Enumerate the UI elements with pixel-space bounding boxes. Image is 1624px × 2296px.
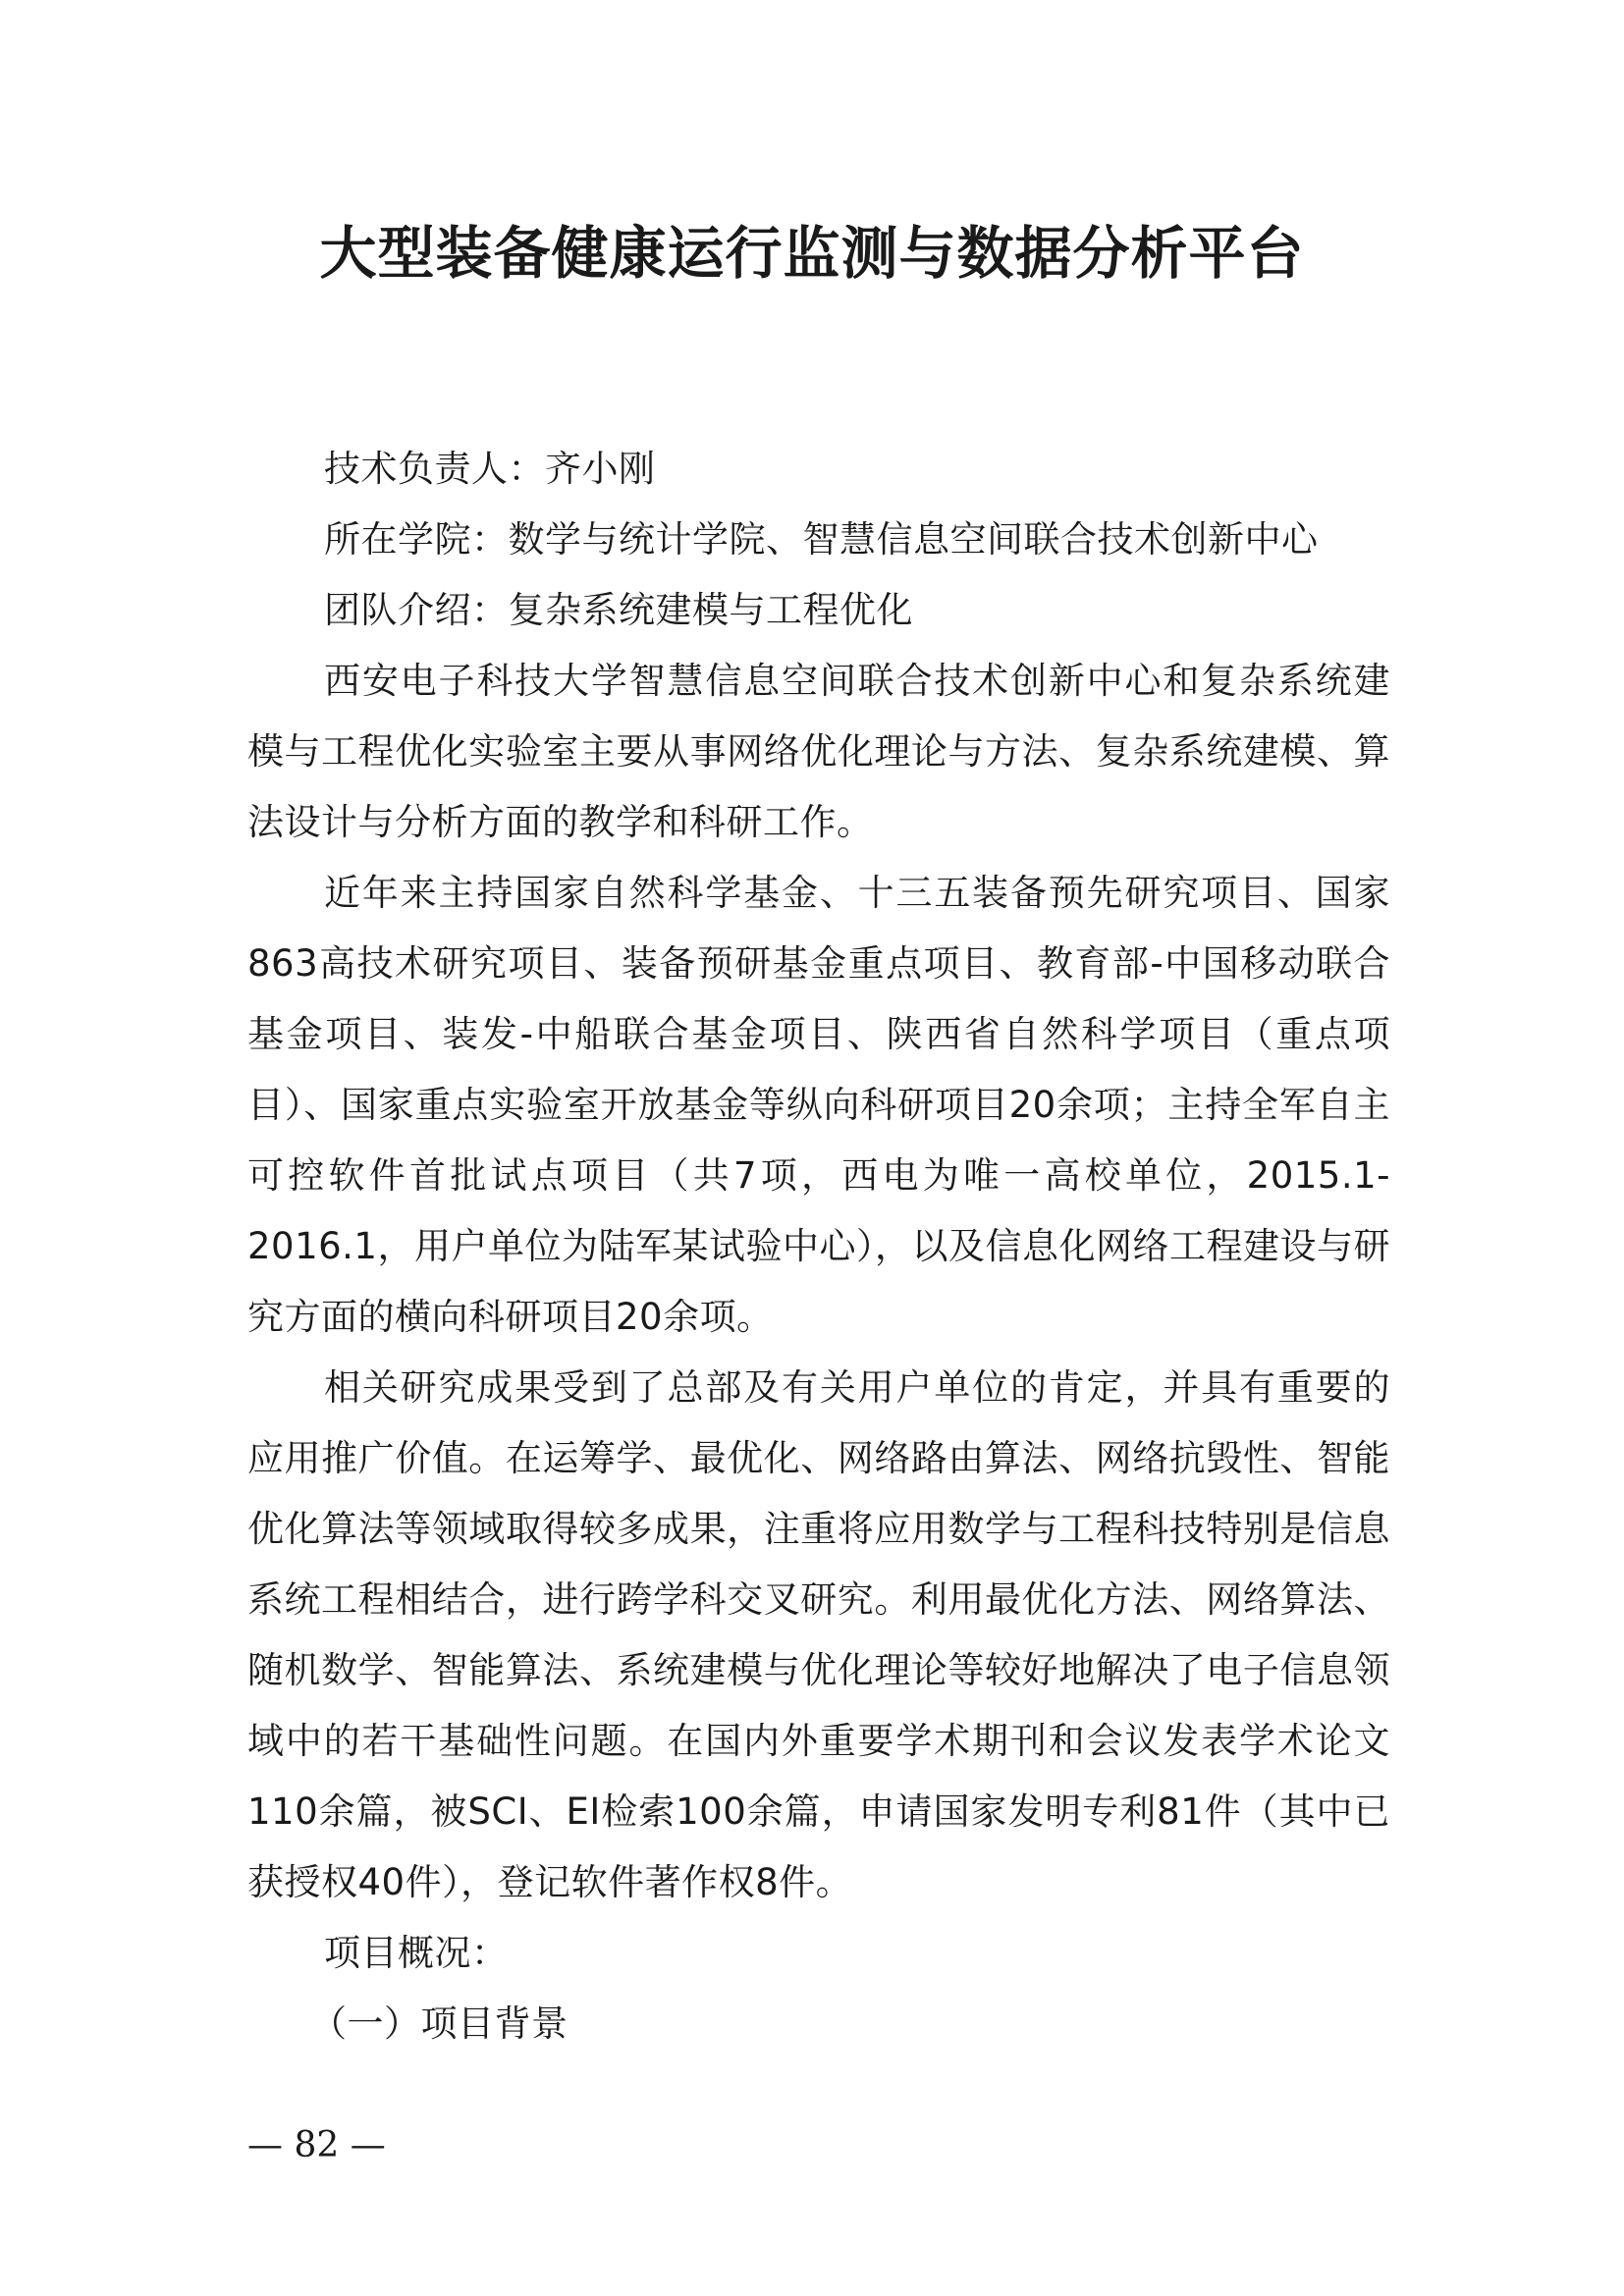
technical-lead-line: 技术负责人：齐小刚 [324,448,656,490]
team-line: 团队介绍：复杂系统建模与工程优化 [324,589,913,631]
subsection-heading: （一）项目背景 [310,2002,568,2045]
document-title: 大型装备健康运行监测与数据分析平台 [319,220,1305,287]
document-body [247,434,1390,2059]
paragraph-intro: 西安电子科技大学智慧信息空间联合技术创新中心和复杂系统建模与工程优化实验室主要从事网络优化理论与方法、复杂系统建模、算法设计与分析方面的教学和科研工作。 [247,660,1390,843]
section-heading: 项目概况： [324,1932,509,1974]
college-line: 所在学院：数学与统计学院、智慧信息空间联合技术创新中心 [324,518,1319,561]
paragraph-achievements: 相关研究成果受到了总部及有关用户单位的肯定，并具有重要的应用推广价值。在运筹学、最优化、网络路由算法、网络抗毁性、智能优化算法等领域取得较多成果，注重将应用数学与工程科技特别是信息系统工程相结合，进行跨学科交叉研究。利用最优化方法、网络算法、随机数学、智能算法、系统建模与优化理论等较好地解决了电子信息领域中的若干基础性问题。在国内外重要学术期刊和会议发表学术论文110余篇，被SCI、EI检索100余篇，申请国家发明专利81件（其中已获授权40件），登记软件著作权8件。 [247,1366,1390,1903]
page-number: — 82 — [247,2125,386,2165]
paragraph-projects: 近年来主持国家自然科学基金、十三五装备预先研究项目、国家863高技术研究项目、装备预研基金重点项目、教育部-中国移动联合基金项目、装发-中船联合基金项目、陕西省自然科学项目（重点项目）、国家重点实验室开放基金等纵向科研项目20余项；主持全军自主可控软件首批试点项目（共7项，西电为唯一高校单位，2015.1-2016.1，用户单位为陆军某试验中心），以及信息化网络工程建设与研究方面的横向科研项目20余项。 [247,872,1390,1338]
